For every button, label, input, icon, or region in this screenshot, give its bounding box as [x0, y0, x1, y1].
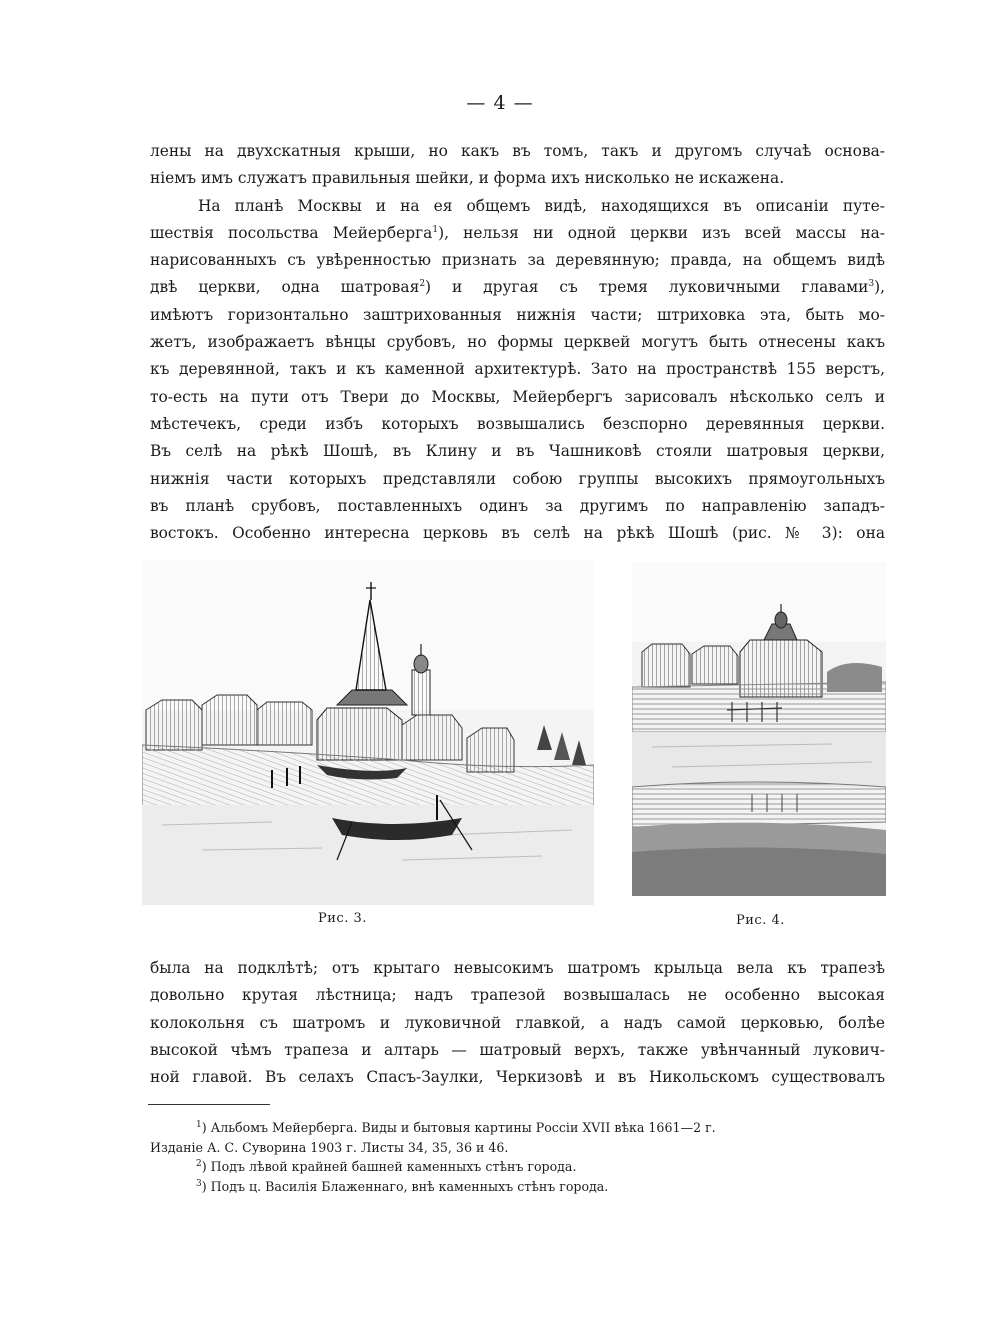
text-line: въ планѣ срубовъ, поставленныхъ одинъ за другимъ по направленію западъ-	[150, 496, 885, 515]
footnote-ref-2: 2	[419, 279, 426, 290]
figure-3-illustration	[142, 560, 594, 905]
text-fragment: двѣ церкви, одна шатровая	[150, 278, 420, 297]
footnote-2	[150, 1157, 890, 1177]
text-line: колокольня съ шатромъ и луковичной главкой, а надъ самой церковью, болѣе	[150, 1013, 885, 1032]
footnotes	[150, 1118, 890, 1196]
text-line: довольно крутая лѣстница; надъ трапезой возвышалась не особенно высокая	[150, 986, 885, 1005]
footnote-1-continued: Изданіе А. С. Суворина 1903 г. Листы 34, 35, 36 и 46.	[150, 1139, 509, 1155]
text-fragment: ), нельзя ни одной церкви изъ всей массы на-	[438, 223, 885, 242]
body-text-bottom	[150, 955, 885, 1091]
text-line: востокъ. Особенно интересна церковь въ селѣ на рѣкѣ Шошѣ (рис. № 3): она	[150, 524, 885, 543]
text-line: Въ селѣ на рѣкѣ Шошѣ, въ Клину и въ Чашниковѣ стояли шатровыя церкви,	[150, 442, 885, 461]
text-line: мѣстечекъ, среди избъ которыхъ возвышались безспорно деревянныя церкви.	[150, 414, 885, 433]
text-line	[150, 274, 885, 301]
text-line: нижнія части которыхъ представляли собою группы высокихъ прямоугольныхъ	[150, 469, 885, 488]
text-line: ніемъ имъ служатъ правильныя шейки, и форма ихъ нисколько не искажена.	[150, 169, 785, 188]
figure-4-caption: Рис. 4.	[736, 913, 785, 928]
footnote-ref-1: 1	[432, 224, 439, 235]
text-line: была на подклѣтѣ; отъ крытаго невысокимъ шатромъ крыльца вела къ трапезѣ	[150, 959, 885, 977]
footnote-mark: 2	[196, 1158, 202, 1169]
text-line: ной главой. Въ селахъ Спасъ-Заулки, Черкизовѣ и въ Никольскомъ существовалъ	[150, 1068, 885, 1087]
footnote-text: ) Подъ ц. Василія Блаженнаго, внѣ каменныхъ стѣнъ города.	[201, 1178, 609, 1194]
text-fragment: ) и другая съ тремя луковичными главами	[425, 278, 869, 297]
text-line: жетъ, изображаетъ вѣнцы срубовъ, но формы церквей могутъ быть отнесены какъ	[150, 333, 885, 352]
text-fragment: шествія посольства Мейерберга	[150, 223, 433, 242]
text-line: лены на двухскатныя крыши, но какъ въ томъ, такъ и другомъ случаѣ основа-	[150, 142, 885, 160]
footnote-mark: 1	[196, 1119, 202, 1130]
footnote-text: ) Альбомъ Мейерберга. Виды и бытовыя картины Россіи XVII вѣка 1661—2 г.	[201, 1120, 716, 1135]
figure-3-drawing	[142, 560, 594, 905]
text-line: нарисованныхъ съ увѣренностью признать за деревянную; правда, на общемъ видѣ	[150, 251, 885, 270]
text-line: къ деревянной, такъ и къ каменной архитектурѣ. Зато на пространствѣ 155 верстъ,	[150, 360, 885, 379]
figure-3-caption: Рис. 3.	[318, 911, 367, 926]
text-line: то-есть на пути отъ Твери до Москвы, Мейербергъ зарисовалъ нѣсколько селъ и	[150, 387, 885, 406]
page-number: — 4 —	[466, 92, 534, 114]
footnote-mark: 3	[196, 1178, 202, 1189]
footnote-text: ) Подъ лѣвой крайней башней каменныхъ стѣнъ города.	[201, 1159, 577, 1174]
text-line: На планѣ Москвы и на ея общемъ видѣ, находящихся въ описаніи путе-	[198, 196, 885, 215]
text-fragment: ),	[874, 278, 885, 297]
figure-4-illustration	[632, 562, 886, 896]
figure-4-drawing	[632, 562, 886, 896]
text-line: высокой чѣмъ трапеза и алтарь — шатровый верхъ, также увѣнчанный лукович-	[150, 1040, 885, 1059]
footnote-divider	[148, 1104, 270, 1105]
footnote-ref-3: 3	[868, 279, 875, 290]
footnote-1	[150, 1118, 890, 1138]
body-text-top	[150, 138, 885, 547]
text-line: имѣютъ горизонтально заштрихованныя нижнія части; штриховка эта, быть мо-	[150, 305, 885, 324]
text-line	[150, 220, 885, 247]
footnote-3	[150, 1177, 890, 1197]
